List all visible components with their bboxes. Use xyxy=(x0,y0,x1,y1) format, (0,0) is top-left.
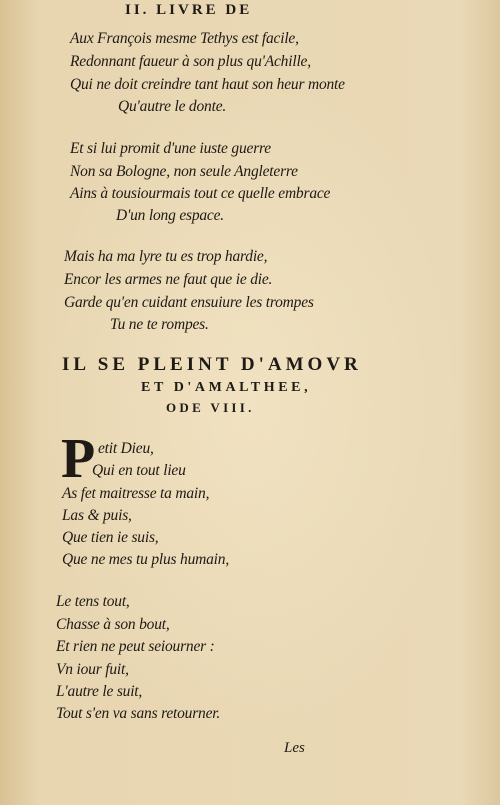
verse-line: Aux François mesme Tethys est facile, xyxy=(70,30,299,47)
running-header: II. LIVRE DE xyxy=(125,2,253,18)
ode-title: IL SE PLEINT D'AMOVR xyxy=(62,354,362,375)
verse-line: L'autre le suit, xyxy=(56,683,143,700)
verse-line: Qui ne doit creindre tant haut son heur monte xyxy=(70,76,345,93)
verse-line: Qu'autre le donte. xyxy=(118,98,227,115)
verse-line: etit Dieu, xyxy=(98,440,154,457)
verse-line: Et si lui promit d'une iuste guerre xyxy=(70,140,271,157)
ode-number: ODE VIII. xyxy=(166,400,255,415)
verse-line: Que ne mes tu plus humain, xyxy=(62,551,230,568)
verse-line: As fet maitresse ta main, xyxy=(62,485,210,502)
verse-line: Garde qu'en cuidant ensuiure les trompes xyxy=(64,294,314,311)
verse-line: Que tien ie suis, xyxy=(62,529,159,546)
verse-line: Chasse à son bout, xyxy=(56,616,170,633)
verse-line: Redonnant faueur à son plus qu'Achille, xyxy=(70,53,311,70)
verse-line: Tu ne te rompes. xyxy=(110,316,209,333)
verse-line: Non sa Bologne, non seule Angleterre xyxy=(70,163,298,180)
verse-line: Et rien ne peut seiourner : xyxy=(56,638,215,655)
catchword: Les xyxy=(284,740,305,756)
verse-line: Mais ha ma lyre tu es trop hardie, xyxy=(64,248,268,265)
ode-subtitle: ET D'AMALTHEE, xyxy=(141,380,312,395)
verse-line: Le tens tout, xyxy=(56,593,130,610)
verse-line: D'un long espace. xyxy=(116,207,224,224)
drop-cap: P xyxy=(61,428,96,490)
verse-line: Vn iour fuit, xyxy=(56,661,129,678)
verse-line: Qui en tout lieu xyxy=(92,462,186,479)
verse-line: Tout s'en va sans retourner. xyxy=(56,705,221,722)
verse-line: Ains à tousiourmais tout ce quelle embrace xyxy=(70,185,331,202)
verse-line: Las & puis, xyxy=(62,507,132,524)
verse-line: Encor les armes ne faut que ie die. xyxy=(64,271,273,288)
